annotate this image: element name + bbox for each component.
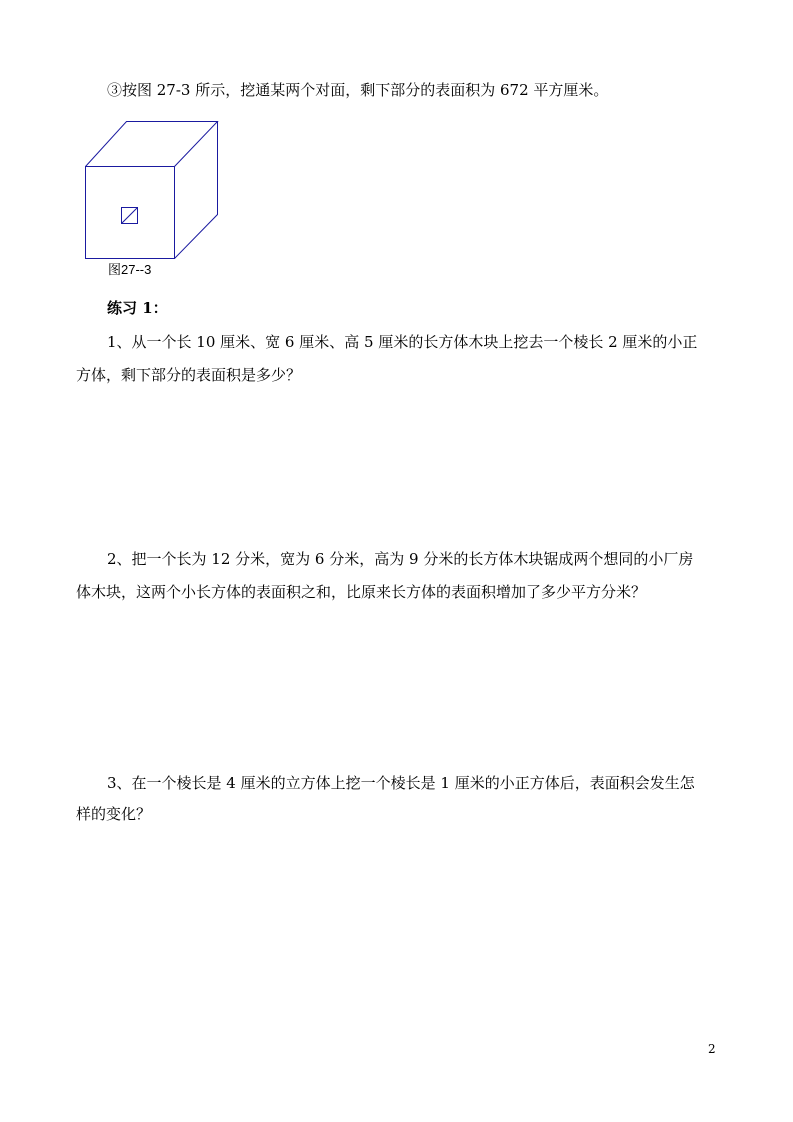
cube-side-face bbox=[175, 122, 218, 259]
exercise-heading: 练习 1： bbox=[107, 299, 168, 317]
cube-top-face bbox=[86, 122, 218, 167]
cube-drawing bbox=[84, 120, 220, 260]
intro-text: ③按图 27-3 所示，挖通某两个对面，剩下部分的表面积为 672 平方厘米。 bbox=[107, 81, 609, 99]
cube-front-face bbox=[86, 167, 175, 259]
problem-2-line-2: 体木块，这两个小长方体的表面积之和，比原来长方体的表面积增加了多少平方分米？ bbox=[76, 583, 647, 601]
figure-caption: 图27--3 bbox=[108, 262, 152, 277]
problem-2-line-1: 2、把一个长为 12 分米，宽为 6 分米，高为 9 分米的长方体木块锯成两个想同的小厂房 bbox=[107, 550, 694, 568]
cube-figure bbox=[84, 120, 220, 260]
problem-3-line-1: 3、在一个棱长是 4 厘米的立方体上挖一个棱长是 1 厘米的小正方体后，表面积会发生怎 bbox=[107, 774, 695, 792]
tunnel-hole-diagonal bbox=[122, 208, 138, 224]
page-number: 2 bbox=[708, 1042, 716, 1056]
problem-1-line-1: 1、从一个长 10 厘米、宽 6 厘米、高 5 厘米的长方体木块上挖去一个棱长 2 厘米的小正 bbox=[107, 333, 698, 351]
problem-3-line-2: 样的变化？ bbox=[76, 805, 152, 823]
problem-1-line-2: 方体，剩下部分的表面积是多少？ bbox=[76, 366, 302, 384]
